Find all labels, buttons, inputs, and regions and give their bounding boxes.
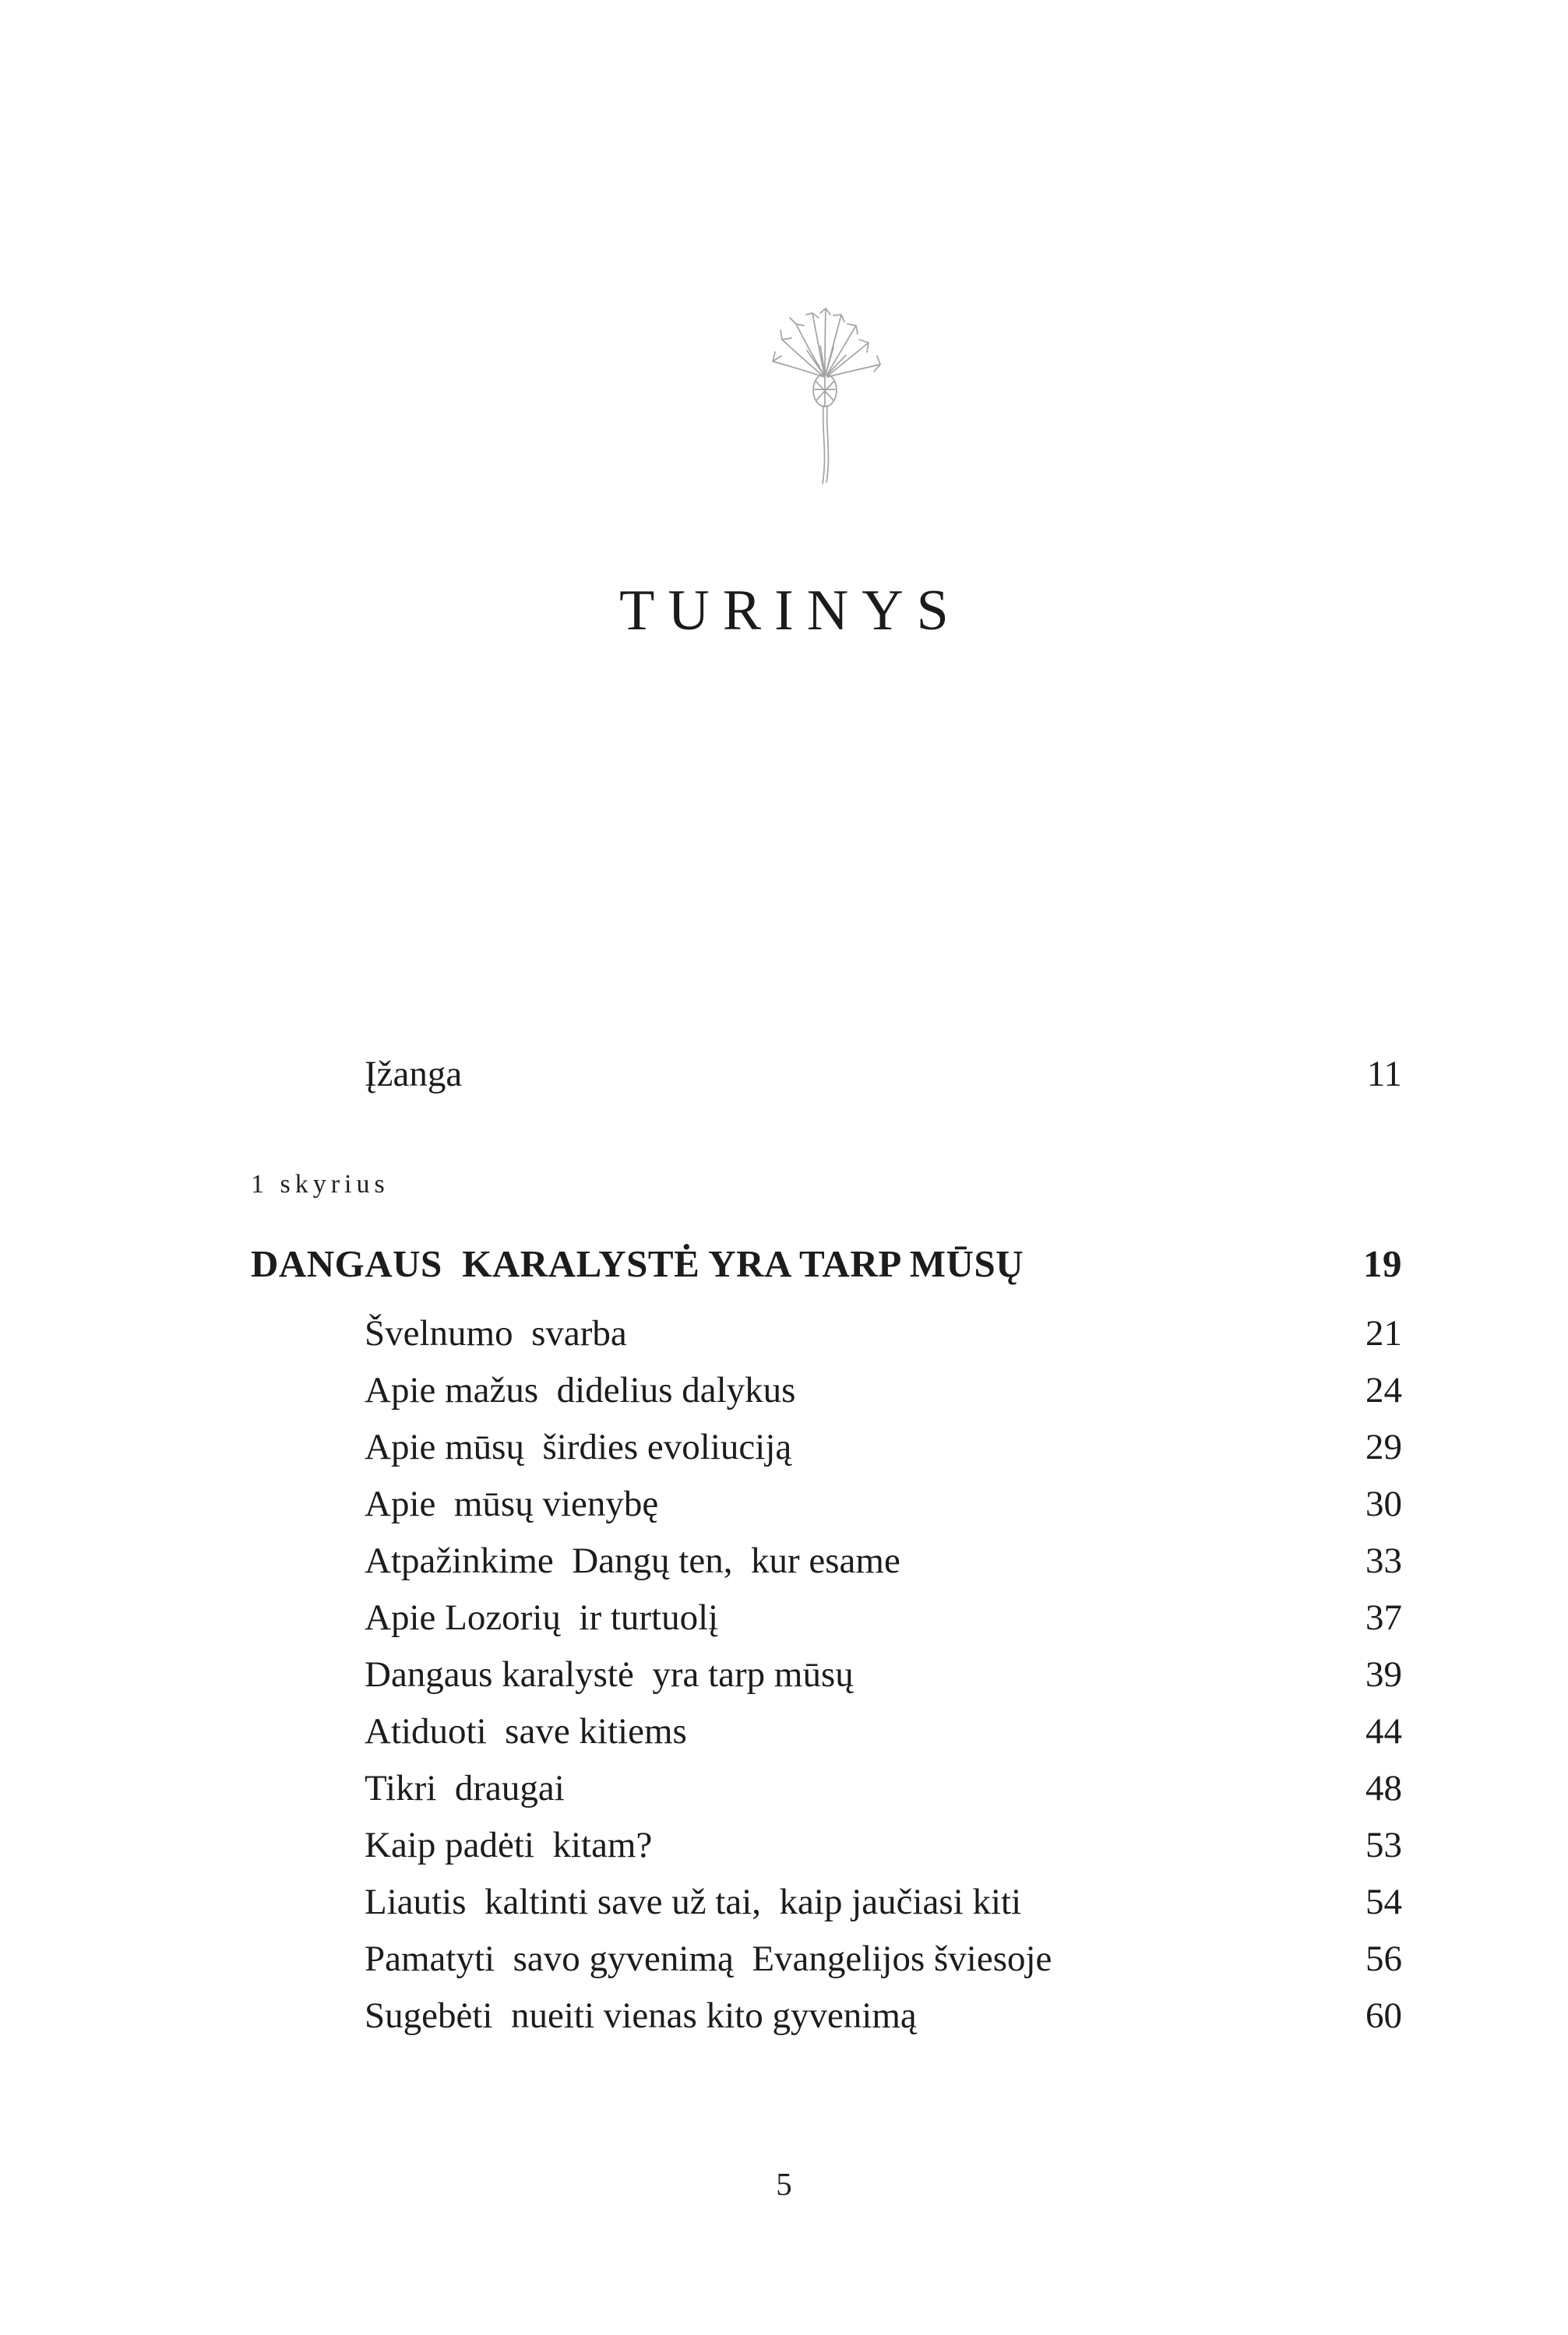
toc-entry-label: Tikri draugai: [365, 1768, 565, 1808]
toc-entry: [365, 1476, 1402, 1533]
toc-entry-page-number: 33: [1365, 1541, 1402, 1581]
toc-entry-label: Atiduoti save kitiems: [365, 1711, 687, 1752]
toc-entry-page-number: 44: [1365, 1711, 1402, 1752]
toc-entry: [365, 1590, 1402, 1646]
toc-entry-page-number: 53: [1365, 1825, 1402, 1865]
toc-entry: [365, 1760, 1402, 1817]
page-title: TURINYS: [619, 579, 962, 643]
toc-chapter-page-number: 19: [1363, 1242, 1402, 1285]
toc-entry-label: Liautis kaltinti save už tai, kaip jaučiasi kiti: [365, 1882, 1022, 1922]
folio-page-number: 5: [776, 2166, 792, 2202]
toc-entry-page-number: 37: [1365, 1597, 1402, 1638]
toc-entry: [365, 1874, 1402, 1931]
toc-entry: [365, 1931, 1402, 1988]
toc-entry-label: Kaip padėti kitam?: [365, 1825, 653, 1865]
toc-entry-page-number: 56: [1365, 1939, 1402, 1979]
toc-entry-page-number: 21: [1365, 1313, 1402, 1354]
toc-entry-page-number: 60: [1365, 1995, 1402, 2036]
toc-entry-page-number: 48: [1365, 1768, 1402, 1808]
toc-entry: [365, 1419, 1402, 1476]
toc-entry-page-number: 54: [1365, 1882, 1402, 1922]
toc-entry-label: Sugebėti nueiti vienas kito gyvenimą: [365, 1995, 917, 2036]
toc-entry: [365, 1703, 1402, 1760]
toc-intro-row: [365, 1053, 1402, 1095]
toc-entry: [365, 1305, 1402, 1362]
toc-entry-page-number: 30: [1365, 1484, 1402, 1524]
toc-chapter-title: DANGAUS KARALYSTĖ YRA TARP MŪSŲ: [251, 1242, 1024, 1285]
toc-entry: [365, 1817, 1402, 1874]
toc-entry: [365, 1646, 1402, 1703]
toc-entry-label: Švelnumo svarba: [365, 1313, 627, 1354]
toc-intro-label: Įžanga: [365, 1054, 463, 1094]
toc-entry-page-number: 39: [1365, 1654, 1402, 1695]
toc-entry: [365, 1533, 1402, 1590]
toc-entry-label: Apie Lozorių ir turtuolį: [365, 1597, 719, 1638]
toc-entry: [365, 1988, 1402, 2044]
toc-entry-label: Apie mažus didelius dalykus: [365, 1370, 796, 1411]
toc-entry-page-number: 29: [1365, 1427, 1402, 1467]
toc-entry-label: Apie mūsų širdies evoliuciją: [365, 1427, 792, 1467]
toc-entry-label: Dangaus karalystė yra tarp mūsų: [365, 1654, 854, 1695]
toc-entry-list: [365, 1305, 1402, 2044]
toc-entry-page-number: 24: [1365, 1370, 1402, 1411]
cornflower-sketch-icon: [746, 302, 905, 492]
toc-intro-page-number: 11: [1366, 1054, 1402, 1094]
toc-entry-label: Atpažinkime Dangų ten, kur esame: [365, 1541, 900, 1581]
toc-entry-label: Apie mūsų vienybę: [365, 1484, 659, 1524]
toc-chapter-row: [251, 1241, 1402, 1286]
toc-entry-label: Pamatyti savo gyvenimą Evangelijos šviesoje: [365, 1939, 1052, 1979]
chapter-eyebrow: 1 skyrius: [251, 1170, 389, 1199]
toc-entry: [365, 1362, 1402, 1419]
